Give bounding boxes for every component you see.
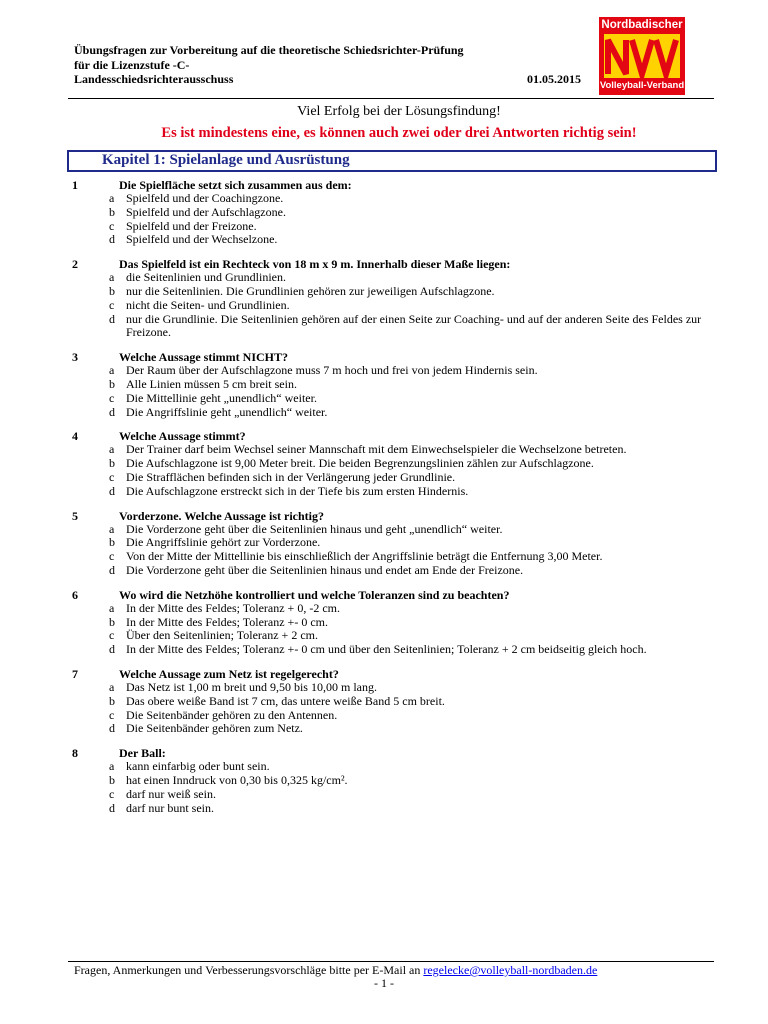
- question-number: 7: [72, 666, 78, 681]
- answer-option: [72, 471, 722, 485]
- answer-option: [72, 285, 722, 299]
- header-title: Übungsfragen zur Vorbereitung auf die theoretische Schiedsrichter-Prüfung: [74, 43, 464, 57]
- answer-option: [72, 406, 722, 420]
- answer-option: [72, 629, 722, 643]
- logo-top-text: Nordbadischer: [601, 19, 683, 31]
- question-text: Welche Aussage zum Netz ist regelgerecht?: [119, 666, 339, 681]
- option-letter: b: [109, 376, 115, 391]
- option-letter: a: [109, 679, 115, 694]
- question-text: Das Spielfeld ist ein Rechteck von 18 m x 9 m. Innerhalb dieser Maße liegen:: [119, 257, 511, 272]
- option-text: Spielfeld und der Wechselzone.: [126, 232, 278, 247]
- option-letter: c: [109, 297, 115, 312]
- option-letter: c: [109, 469, 115, 484]
- option-letter: c: [109, 707, 115, 722]
- answer-option: [72, 643, 722, 657]
- greeting: Viel Erfolg bei der Lösungsfindung!: [297, 104, 501, 119]
- option-letter: d: [109, 311, 115, 326]
- answer-option: [72, 709, 722, 723]
- question-heading: [72, 667, 722, 681]
- option-text: Spielfeld und der Aufschlagzone.: [126, 204, 286, 219]
- answer-option: [72, 564, 722, 578]
- option-text: Das Netz ist 1,00 m breit und 9,50 bis 10,00 m lang.: [126, 679, 377, 694]
- question-text: Vorderzone. Welche Aussage ist richtig?: [119, 508, 324, 523]
- option-text: hat einen Inndruck von 0,30 bis 0,325 kg/cm².: [126, 772, 348, 787]
- option-letter: c: [109, 786, 115, 801]
- answer-option: [72, 192, 722, 206]
- footer-rule: [68, 961, 714, 962]
- option-letter: d: [109, 232, 115, 247]
- option-text: darf nur weiß sein.: [126, 786, 216, 801]
- answer-option: [72, 523, 722, 537]
- question-1: [72, 178, 722, 247]
- logo-bottom-text: Volleyball-Verband: [599, 80, 685, 91]
- option-letter: d: [109, 404, 115, 419]
- header-license-level: für die Lizenzstufe -C-: [74, 57, 190, 72]
- answer-option: [72, 681, 722, 695]
- answer-option: [72, 802, 722, 816]
- option-letter: c: [109, 218, 115, 233]
- chapter-heading-box: [67, 150, 717, 172]
- option-text: nicht die Seiten- und Grundlinien.: [126, 297, 290, 312]
- answer-option: [72, 206, 722, 220]
- option-letter: b: [109, 535, 115, 550]
- option-text: Der Raum über der Aufschlagzone muss 7 m hoch und frei von jedem Hindernis sein.: [126, 363, 538, 378]
- option-text: Die Strafflächen befinden sich in der Verlängerung jeder Grundlinie.: [126, 469, 456, 484]
- option-text: nur die Seitenlinien. Die Grundlinien gehören zur jeweiligen Aufschlagzone.: [126, 283, 495, 298]
- option-letter: c: [109, 549, 115, 564]
- option-letter: a: [109, 191, 115, 205]
- question-6: [72, 588, 722, 657]
- option-letter: a: [109, 600, 115, 615]
- option-text: Die Aufschlagzone ist 9,00 Meter breit. Die beiden Begrenzungslinien zählen zur Aufschlagzone.: [126, 456, 594, 471]
- answer-option: [72, 722, 722, 736]
- option-letter: c: [109, 390, 115, 405]
- question-heading: [72, 350, 722, 364]
- answer-option: [72, 774, 722, 788]
- option-text: Die Seitenbänder gehören zum Netz.: [126, 721, 303, 736]
- question-text: Welche Aussage stimmt NICHT?: [119, 350, 288, 365]
- option-letter: b: [109, 204, 115, 219]
- question-number: 4: [72, 429, 78, 444]
- option-text: In der Mitte des Feldes; Toleranz + 0, -2 cm.: [126, 600, 340, 615]
- option-text: Über den Seitenlinien; Toleranz + 2 cm.: [126, 628, 318, 643]
- question-text: Wo wird die Netzhöhe kontrolliert und welche Toleranzen sind zu beachten?: [119, 587, 510, 602]
- option-text: Alle Linien müssen 5 cm breit sein.: [126, 376, 297, 391]
- question-number: 5: [72, 508, 78, 523]
- nvv-emblem-icon: [604, 34, 680, 78]
- answer-option: [72, 550, 722, 564]
- option-text: Spielfeld und der Freizone.: [126, 218, 257, 233]
- option-text: Die Angriffslinie geht „unendlich“ weiter.: [126, 404, 328, 419]
- option-letter: b: [109, 456, 115, 471]
- option-letter: d: [109, 642, 115, 657]
- question-list: [72, 178, 722, 825]
- answer-option: [72, 602, 722, 616]
- question-heading: [72, 509, 722, 523]
- question-5: [72, 509, 722, 578]
- option-text: Die Aufschlagzone erstreckt sich in der Tiefe bis zum ersten Hindernis.: [126, 483, 469, 498]
- instruction-note: Es ist mindestens eine, es können auch zwei oder drei Antworten richtig sein!: [161, 125, 637, 141]
- answer-option: [72, 485, 722, 499]
- footer-email-link[interactable]: regelecke@volleyball-nordbaden.de: [423, 963, 598, 977]
- option-letter: a: [109, 270, 115, 285]
- question-2: [72, 257, 722, 340]
- answer-option: [72, 443, 722, 457]
- question-number: 3: [72, 350, 78, 365]
- option-text: Die Seitenbänder gehören zu den Antennen.: [126, 707, 338, 722]
- answer-option: [72, 392, 722, 406]
- question-7: [72, 667, 722, 736]
- option-letter: b: [109, 693, 115, 708]
- option-letter: a: [109, 363, 115, 378]
- nvv-logo: [599, 17, 685, 95]
- question-heading: [72, 746, 722, 760]
- answer-option: [72, 220, 722, 234]
- answer-option: [72, 536, 722, 550]
- option-text: Der Trainer darf beim Wechsel seiner Mannschaft mit dem Einwechselspieler die Wechselzone betreten.: [126, 442, 627, 457]
- answer-option: [72, 695, 722, 709]
- option-letter: a: [109, 442, 115, 457]
- option-letter: b: [109, 772, 115, 787]
- option-text: Die Vorderzone geht über die Seitenlinien hinaus und endet am Ende der Freizone.: [126, 562, 524, 577]
- answer-option: [72, 364, 722, 378]
- answer-option: [72, 788, 722, 802]
- option-text: Spielfeld und der Coachingzone.: [126, 191, 284, 205]
- option-text: nur die Grundlinie. Die Seitenlinien gehören auf der einen Seite zur Coaching- und auf der anderen Seite des Feldes zur Freizone.: [126, 311, 702, 340]
- question-number: 2: [72, 257, 78, 272]
- document-header: [74, 43, 594, 87]
- question-4: [72, 429, 722, 498]
- logo-emblem: [604, 34, 680, 78]
- option-letter: d: [109, 800, 115, 815]
- question-text: Die Spielfläche setzt sich zusammen aus dem:: [119, 178, 352, 192]
- option-letter: b: [109, 614, 115, 629]
- question-heading: [72, 257, 722, 271]
- question-text: Der Ball:: [119, 746, 166, 761]
- option-letter: b: [109, 283, 115, 298]
- question-heading: [72, 429, 722, 443]
- question-number: 8: [72, 746, 78, 761]
- option-text: Die Mittellinie geht „unendlich“ weiter.: [126, 390, 317, 405]
- question-3: [72, 350, 722, 419]
- footer-message: Fragen, Anmerkungen und Verbesserungsvorschläge bitte per E-Mail an: [74, 963, 424, 977]
- header-rule: [68, 98, 714, 99]
- answer-option: [72, 271, 722, 285]
- option-text: Die Angriffslinie gehört zur Vorderzone.: [126, 535, 321, 550]
- option-text: die Seitenlinien und Grundlinien.: [126, 270, 286, 285]
- header-committee: Landesschiedsrichterausschuss: [74, 72, 234, 86]
- answer-option: [72, 616, 722, 630]
- question-8: [72, 746, 722, 815]
- option-text: In der Mitte des Feldes; Toleranz +- 0 cm.: [126, 614, 328, 629]
- option-letter: a: [109, 759, 115, 774]
- option-letter: d: [109, 721, 115, 736]
- option-text: In der Mitte des Feldes; Toleranz +- 0 cm und über den Seitenlinien; Toleranz + 2 cm beidseitig gleich hoch.: [126, 642, 647, 657]
- question-heading: [72, 178, 722, 192]
- page-number: - 1 -: [374, 976, 394, 990]
- answer-option: [72, 299, 722, 313]
- header-date: 01.05.2015: [527, 72, 581, 86]
- option-letter: d: [109, 562, 115, 577]
- question-text: Welche Aussage stimmt?: [119, 429, 246, 444]
- answer-option: [72, 760, 722, 774]
- answer-option: [72, 313, 722, 341]
- chapter-title: Kapitel 1: Spielanlage und Ausrüstung: [102, 152, 350, 168]
- option-text: kann einfarbig oder bunt sein.: [126, 759, 270, 774]
- option-letter: a: [109, 521, 115, 536]
- question-number: 1: [72, 178, 78, 192]
- option-letter: c: [109, 628, 115, 643]
- option-text: Von der Mitte der Mittellinie bis einschließlich der Angriffslinie beträgt die Entfernung 3,00 Meter.: [126, 549, 603, 564]
- option-text: darf nur bunt sein.: [126, 800, 214, 815]
- answer-option: [72, 233, 722, 247]
- answer-option: [72, 378, 722, 392]
- answer-option: [72, 457, 722, 471]
- question-number: 6: [72, 587, 78, 602]
- question-heading: [72, 588, 722, 602]
- option-letter: d: [109, 483, 115, 498]
- option-text: Das obere weiße Band ist 7 cm, das untere weiße Band 5 cm breit.: [126, 693, 445, 708]
- option-text: Die Vorderzone geht über die Seitenlinien hinaus und geht „unendlich“ weiter.: [126, 521, 503, 536]
